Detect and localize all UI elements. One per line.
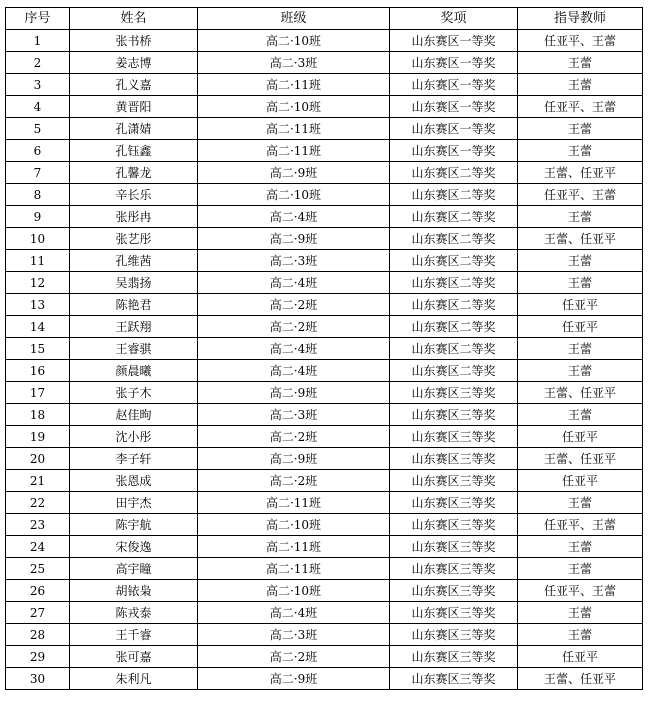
cell-class: 高二·10班 [198, 96, 390, 118]
cell-award: 山东赛区三等奖 [390, 404, 518, 426]
cell-name: 陈宇航 [70, 514, 198, 536]
cell-name: 高宇瞳 [70, 558, 198, 580]
cell-teacher: 王蕾 [518, 118, 643, 140]
cell-index: 19 [6, 426, 70, 448]
cell-teacher: 任亚平 [518, 294, 643, 316]
table-row [6, 338, 643, 360]
cell-index: 5 [6, 118, 70, 140]
cell-teacher: 王蕾、任亚平 [518, 382, 643, 404]
table-row [6, 492, 643, 514]
table-row [6, 382, 643, 404]
cell-index: 3 [6, 74, 70, 96]
cell-award: 山东赛区三等奖 [390, 470, 518, 492]
table-row [6, 404, 643, 426]
cell-index: 1 [6, 30, 70, 52]
cell-name: 沈小彤 [70, 426, 198, 448]
cell-index: 28 [6, 624, 70, 646]
table-row [6, 272, 643, 294]
cell-award: 山东赛区一等奖 [390, 74, 518, 96]
table-row [6, 646, 643, 668]
header-teacher: 指导教师 [518, 8, 643, 30]
cell-name: 张书桥 [70, 30, 198, 52]
cell-class: 高二·9班 [198, 228, 390, 250]
cell-index: 12 [6, 272, 70, 294]
cell-name: 颜晨曦 [70, 360, 198, 382]
cell-class: 高二·9班 [198, 382, 390, 404]
cell-award: 山东赛区三等奖 [390, 382, 518, 404]
cell-class: 高二·11班 [198, 558, 390, 580]
cell-index: 21 [6, 470, 70, 492]
cell-class: 高二·4班 [198, 602, 390, 624]
cell-index: 15 [6, 338, 70, 360]
cell-award: 山东赛区二等奖 [390, 338, 518, 360]
cell-name: 王跃翔 [70, 316, 198, 338]
cell-index: 11 [6, 250, 70, 272]
cell-name: 朱利凡 [70, 668, 198, 690]
cell-class: 高二·11班 [198, 492, 390, 514]
cell-award: 山东赛区三等奖 [390, 602, 518, 624]
table-row [6, 580, 643, 602]
cell-name: 宋俊逸 [70, 536, 198, 558]
cell-name: 张恩成 [70, 470, 198, 492]
cell-class: 高二·4班 [198, 272, 390, 294]
cell-award: 山东赛区三等奖 [390, 514, 518, 536]
cell-index: 8 [6, 184, 70, 206]
cell-teacher: 王蕾、任亚平 [518, 228, 643, 250]
table-row [6, 162, 643, 184]
cell-award: 山东赛区一等奖 [390, 140, 518, 162]
cell-name: 赵佳昫 [70, 404, 198, 426]
cell-name: 孔潇婧 [70, 118, 198, 140]
cell-name: 田宇杰 [70, 492, 198, 514]
cell-teacher: 王蕾 [518, 624, 643, 646]
cell-class: 高二·3班 [198, 404, 390, 426]
cell-name: 张子木 [70, 382, 198, 404]
cell-award: 山东赛区三等奖 [390, 558, 518, 580]
table-row [6, 96, 643, 118]
cell-index: 24 [6, 536, 70, 558]
cell-name: 孔义嘉 [70, 74, 198, 96]
cell-award: 山东赛区一等奖 [390, 96, 518, 118]
cell-award: 山东赛区三等奖 [390, 426, 518, 448]
cell-class: 高二·9班 [198, 668, 390, 690]
table-row [6, 206, 643, 228]
table-row [6, 118, 643, 140]
cell-name: 张彤冉 [70, 206, 198, 228]
cell-index: 25 [6, 558, 70, 580]
cell-name: 陈戎泰 [70, 602, 198, 624]
cell-teacher: 任亚平 [518, 470, 643, 492]
cell-name: 张可嘉 [70, 646, 198, 668]
cell-index: 14 [6, 316, 70, 338]
header-row [6, 8, 643, 30]
cell-index: 7 [6, 162, 70, 184]
cell-teacher: 王蕾 [518, 404, 643, 426]
cell-index: 4 [6, 96, 70, 118]
cell-index: 26 [6, 580, 70, 602]
table-row [6, 316, 643, 338]
cell-teacher: 任亚平 [518, 316, 643, 338]
cell-index: 18 [6, 404, 70, 426]
cell-class: 高二·11班 [198, 140, 390, 162]
cell-index: 9 [6, 206, 70, 228]
cell-award: 山东赛区二等奖 [390, 228, 518, 250]
table-row [6, 74, 643, 96]
cell-name: 陈艳君 [70, 294, 198, 316]
cell-name: 张艺彤 [70, 228, 198, 250]
cell-index: 22 [6, 492, 70, 514]
cell-award: 山东赛区二等奖 [390, 250, 518, 272]
table-row [6, 30, 643, 52]
cell-award: 山东赛区二等奖 [390, 272, 518, 294]
cell-name: 姜志博 [70, 52, 198, 74]
cell-class: 高二·2班 [198, 470, 390, 492]
table-row [6, 448, 643, 470]
cell-name: 孔馨龙 [70, 162, 198, 184]
cell-teacher: 任亚平 [518, 426, 643, 448]
cell-award: 山东赛区一等奖 [390, 52, 518, 74]
cell-teacher: 王蕾、任亚平 [518, 668, 643, 690]
cell-teacher: 王蕾 [518, 360, 643, 382]
table-row [6, 426, 643, 448]
cell-name: 胡铱枭 [70, 580, 198, 602]
table-row [6, 668, 643, 690]
table-row [6, 602, 643, 624]
cell-teacher: 王蕾 [518, 250, 643, 272]
cell-name: 孔钰鑫 [70, 140, 198, 162]
table-row [6, 360, 643, 382]
cell-award: 山东赛区三等奖 [390, 448, 518, 470]
cell-class: 高二·10班 [198, 580, 390, 602]
cell-award: 山东赛区一等奖 [390, 118, 518, 140]
table-body [6, 30, 643, 690]
cell-class: 高二·3班 [198, 250, 390, 272]
cell-name: 王睿骐 [70, 338, 198, 360]
cell-class: 高二·9班 [198, 448, 390, 470]
table-row [6, 250, 643, 272]
cell-award: 山东赛区三等奖 [390, 646, 518, 668]
cell-teacher: 王蕾 [518, 558, 643, 580]
cell-class: 高二·4班 [198, 206, 390, 228]
cell-class: 高二·4班 [198, 360, 390, 382]
table-row [6, 52, 643, 74]
cell-teacher: 王蕾 [518, 272, 643, 294]
cell-index: 20 [6, 448, 70, 470]
cell-award: 山东赛区三等奖 [390, 536, 518, 558]
cell-award: 山东赛区三等奖 [390, 668, 518, 690]
cell-award: 山东赛区二等奖 [390, 206, 518, 228]
cell-index: 30 [6, 668, 70, 690]
cell-teacher: 王蕾 [518, 492, 643, 514]
cell-index: 16 [6, 360, 70, 382]
cell-teacher: 任亚平、王蕾 [518, 184, 643, 206]
cell-award: 山东赛区三等奖 [390, 580, 518, 602]
cell-class: 高二·3班 [198, 624, 390, 646]
cell-class: 高二·2班 [198, 316, 390, 338]
cell-teacher: 任亚平、王蕾 [518, 30, 643, 52]
cell-name: 辛长乐 [70, 184, 198, 206]
header-award: 奖项 [390, 8, 518, 30]
cell-teacher: 任亚平、王蕾 [518, 580, 643, 602]
cell-class: 高二·10班 [198, 514, 390, 536]
header-name: 姓名 [70, 8, 198, 30]
cell-class: 高二·11班 [198, 118, 390, 140]
cell-teacher: 王蕾 [518, 206, 643, 228]
cell-index: 23 [6, 514, 70, 536]
cell-teacher: 王蕾 [518, 338, 643, 360]
cell-class: 高二·2班 [198, 426, 390, 448]
header-index: 序号 [6, 8, 70, 30]
table-row [6, 294, 643, 316]
cell-name: 李子轩 [70, 448, 198, 470]
cell-teacher: 王蕾、任亚平 [518, 162, 643, 184]
table-row [6, 514, 643, 536]
cell-index: 6 [6, 140, 70, 162]
cell-index: 10 [6, 228, 70, 250]
cell-class: 高二·10班 [198, 184, 390, 206]
cell-teacher: 王蕾 [518, 536, 643, 558]
cell-class: 高二·4班 [198, 338, 390, 360]
table-row [6, 470, 643, 492]
cell-index: 29 [6, 646, 70, 668]
cell-teacher: 王蕾、任亚平 [518, 448, 643, 470]
table-row [6, 140, 643, 162]
cell-award: 山东赛区二等奖 [390, 294, 518, 316]
cell-teacher: 任亚平 [518, 646, 643, 668]
award-table [5, 7, 643, 690]
cell-index: 27 [6, 602, 70, 624]
table-row [6, 228, 643, 250]
cell-award: 山东赛区三等奖 [390, 492, 518, 514]
cell-name: 孔维茜 [70, 250, 198, 272]
cell-teacher: 王蕾 [518, 74, 643, 96]
cell-award: 山东赛区二等奖 [390, 162, 518, 184]
cell-class: 高二·11班 [198, 536, 390, 558]
header-class: 班级 [198, 8, 390, 30]
cell-class: 高二·3班 [198, 52, 390, 74]
cell-index: 17 [6, 382, 70, 404]
cell-teacher: 王蕾 [518, 602, 643, 624]
cell-index: 13 [6, 294, 70, 316]
table-row [6, 624, 643, 646]
table-row [6, 184, 643, 206]
cell-class: 高二·10班 [198, 30, 390, 52]
cell-teacher: 任亚平、王蕾 [518, 514, 643, 536]
cell-teacher: 王蕾 [518, 52, 643, 74]
cell-class: 高二·11班 [198, 74, 390, 96]
cell-class: 高二·2班 [198, 646, 390, 668]
table-row [6, 536, 643, 558]
cell-index: 2 [6, 52, 70, 74]
cell-class: 高二·9班 [198, 162, 390, 184]
cell-award: 山东赛区三等奖 [390, 624, 518, 646]
cell-name: 王千睿 [70, 624, 198, 646]
cell-name: 吴翡扬 [70, 272, 198, 294]
cell-award: 山东赛区二等奖 [390, 360, 518, 382]
table-row [6, 558, 643, 580]
cell-award: 山东赛区二等奖 [390, 316, 518, 338]
cell-class: 高二·2班 [198, 294, 390, 316]
cell-name: 黄晋阳 [70, 96, 198, 118]
cell-teacher: 王蕾 [518, 140, 643, 162]
cell-award: 山东赛区一等奖 [390, 30, 518, 52]
cell-award: 山东赛区二等奖 [390, 184, 518, 206]
cell-teacher: 任亚平、王蕾 [518, 96, 643, 118]
